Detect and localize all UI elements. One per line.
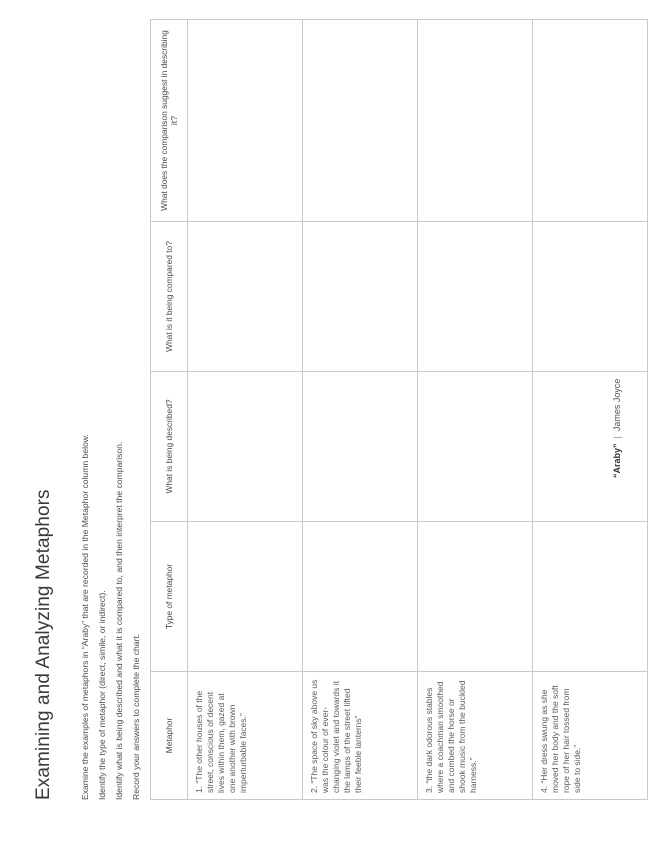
row-number: 1. xyxy=(194,785,204,793)
footer-work-title: “Araby” xyxy=(612,443,622,478)
compared-answer-cell[interactable] xyxy=(303,222,418,372)
metaphor-text: “The other houses of the street, conscious of decent lives within them, gazed at one another with brown imperturbable faces.” xyxy=(194,690,249,793)
compared-answer-cell[interactable] xyxy=(533,222,648,372)
suggests-answer-cell[interactable] xyxy=(418,20,533,222)
instruction-line: Identify the type of metaphor (direct, simile, or indirect). xyxy=(97,590,107,800)
row-number: 4. xyxy=(539,785,549,793)
metaphor-cell xyxy=(533,672,648,800)
footer-separator: | xyxy=(612,436,622,439)
table-row xyxy=(418,20,533,800)
page-footer xyxy=(612,379,622,478)
row-number: 3. xyxy=(424,785,434,793)
type-answer-cell[interactable] xyxy=(303,522,418,672)
header-comparison-suggests: What does the comparison suggest in describing it? xyxy=(151,20,188,222)
suggests-answer-cell[interactable] xyxy=(188,20,303,222)
type-answer-cell[interactable] xyxy=(418,522,533,672)
compared-answer-cell[interactable] xyxy=(418,222,533,372)
instruction-line: Examine the examples of metaphors in “Araby” that are recorded in the Metaphor column below. xyxy=(80,434,90,800)
described-answer-cell[interactable] xyxy=(303,372,418,522)
row-number: 2. xyxy=(309,785,319,793)
suggests-answer-cell[interactable] xyxy=(533,20,648,222)
compared-answer-cell[interactable] xyxy=(188,222,303,372)
described-answer-cell[interactable] xyxy=(188,372,303,522)
type-answer-cell[interactable] xyxy=(533,522,648,672)
metaphor-cell xyxy=(188,672,303,800)
metaphor-cell xyxy=(418,672,533,800)
suggests-answer-cell[interactable] xyxy=(303,20,418,222)
footer-author: James Joyce xyxy=(612,378,622,432)
metaphor-cell xyxy=(303,672,418,800)
table-row xyxy=(188,20,303,800)
described-answer-cell[interactable] xyxy=(418,372,533,522)
metaphor-chart-table xyxy=(150,19,648,800)
instruction-line: Identify what is being described and what it is compared to, and then interpret the comparison. xyxy=(114,441,124,800)
metaphor-text: “the dark odorous stables where a coachman smoothed and combed the horse or shook music from the buckled harness.” xyxy=(424,680,479,793)
instruction-line: Record your answers to complete the chart. xyxy=(131,633,141,800)
metaphor-text: “Her dress swung as she moved her body and the soft rope of her hair tossed from side to side.” xyxy=(539,685,583,793)
header-type-of-metaphor: Type of metaphor xyxy=(151,522,188,672)
page-title: Examining and Analyzing Metaphors xyxy=(33,489,54,800)
type-answer-cell[interactable] xyxy=(188,522,303,672)
header-metaphor: Metaphor xyxy=(151,672,188,800)
table-row xyxy=(303,20,418,800)
table-row xyxy=(533,20,648,800)
metaphor-text: “The space of sky above us was the colour of ever-changing violet and towards it the lamps of the street lifted their feeble lanterns” xyxy=(309,679,364,793)
described-answer-cell[interactable] xyxy=(533,372,648,522)
header-compared-to: What is it being compared to? xyxy=(151,222,188,372)
header-what-described: What is being described? xyxy=(151,372,188,522)
table-header-row xyxy=(151,20,188,800)
